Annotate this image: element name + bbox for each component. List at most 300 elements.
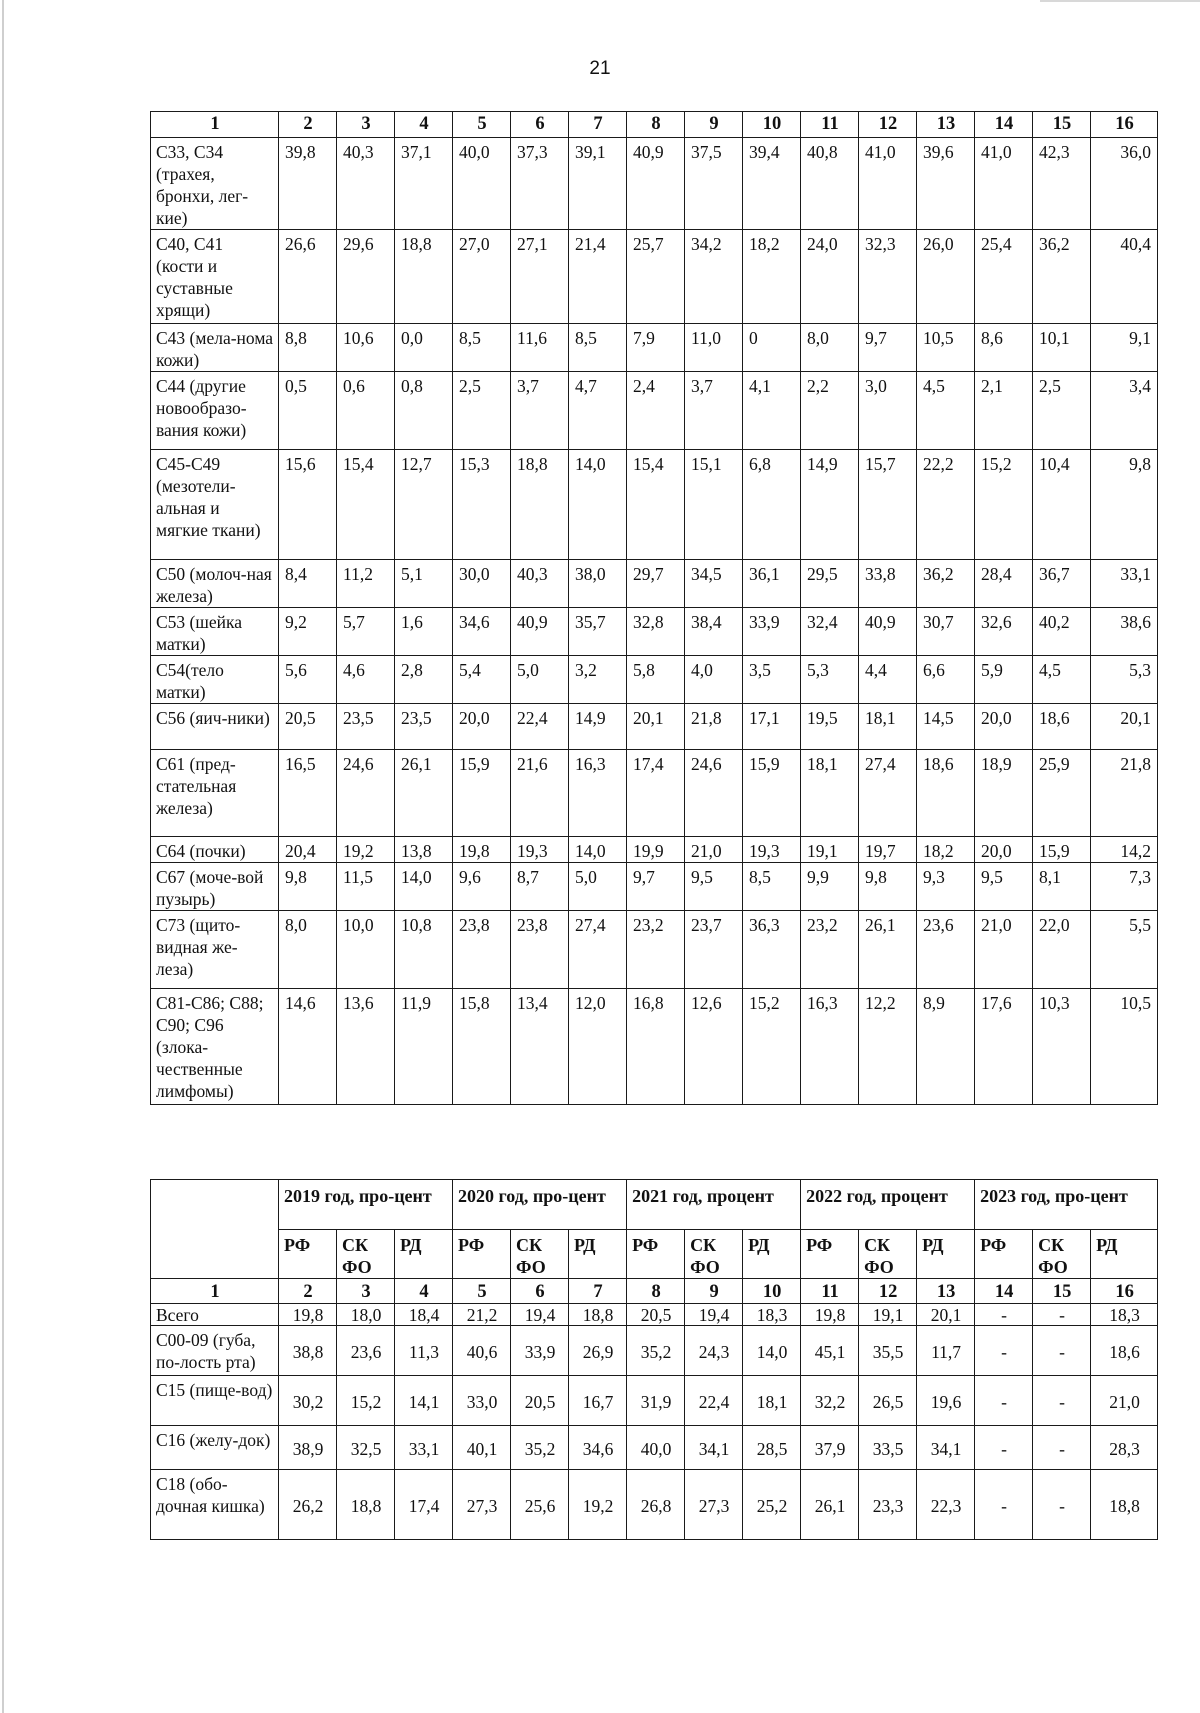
- table-row: [151, 837, 1158, 863]
- value-cell: -: [1033, 1376, 1091, 1426]
- region-header-cell: СК ФО: [1033, 1230, 1091, 1279]
- value-cell: 10,8: [395, 911, 453, 989]
- year-header-cell: 2019 год, про-цент: [279, 1180, 453, 1230]
- value-cell: 23,8: [511, 911, 569, 989]
- column-index-cell: 10: [743, 1279, 801, 1304]
- value-cell: 32,5: [337, 1426, 395, 1470]
- table-row: [151, 750, 1158, 837]
- value-cell: 23,8: [453, 911, 511, 989]
- value-cell: 40,0: [453, 138, 511, 230]
- value-cell: 40,8: [801, 138, 859, 230]
- value-cell: 40,0: [627, 1426, 685, 1470]
- value-cell: 40,6: [453, 1326, 511, 1376]
- row-label-cell: С18 (обо-дочная кишка): [151, 1470, 279, 1540]
- value-cell: 38,4: [685, 608, 743, 656]
- value-cell: 40,2: [1033, 608, 1091, 656]
- value-cell: 20,1: [627, 704, 685, 750]
- value-cell: 7,9: [627, 324, 685, 372]
- value-cell: 34,6: [453, 608, 511, 656]
- region-header-cell: РФ: [975, 1230, 1033, 1279]
- value-cell: 11,6: [511, 324, 569, 372]
- value-cell: 16,5: [279, 750, 337, 837]
- value-cell: 8,5: [453, 324, 511, 372]
- value-cell: 24,6: [337, 750, 395, 837]
- value-cell: 14,0: [569, 837, 627, 863]
- value-cell: 19,2: [569, 1470, 627, 1540]
- column-index-cell: 7: [569, 112, 627, 138]
- row-label-cell: С81-С86; С88; С90; С96 (злока-чественные лимфомы): [151, 989, 279, 1105]
- value-cell: 15,2: [975, 450, 1033, 560]
- value-cell: 29,6: [337, 230, 395, 324]
- value-cell: 35,2: [627, 1326, 685, 1376]
- value-cell: 23,6: [917, 911, 975, 989]
- value-cell: 23,7: [685, 911, 743, 989]
- value-cell: 23,6: [337, 1326, 395, 1376]
- value-cell: 40,9: [859, 608, 917, 656]
- value-cell: 27,4: [569, 911, 627, 989]
- value-cell: 9,7: [859, 324, 917, 372]
- value-cell: 20,0: [975, 704, 1033, 750]
- value-cell: 8,4: [279, 560, 337, 608]
- value-cell: 15,8: [453, 989, 511, 1105]
- value-cell: 18,4: [395, 1304, 453, 1326]
- region-header-cell: СК ФО: [337, 1230, 395, 1279]
- value-cell: 9,9: [801, 863, 859, 911]
- row-label-cell: С67 (моче-вой пузырь): [151, 863, 279, 911]
- value-cell: 20,0: [453, 704, 511, 750]
- value-cell: 26,9: [569, 1326, 627, 1376]
- row-label-cell: С61 (пред-стательная железа): [151, 750, 279, 837]
- year-header-cell: 2022 год, процент: [801, 1180, 975, 1230]
- value-cell: 11,3: [395, 1326, 453, 1376]
- value-cell: 21,8: [1091, 750, 1158, 837]
- value-cell: 11,9: [395, 989, 453, 1105]
- value-cell: 38,6: [1091, 608, 1158, 656]
- row-label-cell: С73 (щито-видная же-леза): [151, 911, 279, 989]
- value-cell: 20,4: [279, 837, 337, 863]
- table-row: [151, 608, 1158, 656]
- value-cell: 8,0: [279, 911, 337, 989]
- value-cell: 27,4: [859, 750, 917, 837]
- value-cell: 15,1: [685, 450, 743, 560]
- value-cell: 4,5: [1033, 656, 1091, 704]
- column-index-cell: 15: [1033, 112, 1091, 138]
- value-cell: 16,7: [569, 1376, 627, 1426]
- value-cell: 39,4: [743, 138, 801, 230]
- value-cell: 34,1: [917, 1426, 975, 1470]
- column-index-cell: 14: [975, 1279, 1033, 1304]
- value-cell: -: [1033, 1304, 1091, 1326]
- column-index-cell: 8: [627, 112, 685, 138]
- scan-edge: [1040, 0, 1200, 2]
- value-cell: 19,7: [859, 837, 917, 863]
- column-index-cell: 9: [685, 1279, 743, 1304]
- value-cell: 17,4: [395, 1470, 453, 1540]
- value-cell: 21,8: [685, 704, 743, 750]
- value-cell: 18,2: [743, 230, 801, 324]
- value-cell: 3,5: [743, 656, 801, 704]
- value-cell: 19,8: [279, 1304, 337, 1326]
- value-cell: 29,7: [627, 560, 685, 608]
- value-cell: 15,4: [337, 450, 395, 560]
- row-label-cell: С64 (почки): [151, 837, 279, 863]
- incidence-table-continued: [150, 111, 1158, 1105]
- value-cell: 37,9: [801, 1426, 859, 1470]
- value-cell: 25,2: [743, 1470, 801, 1540]
- value-cell: 21,0: [975, 911, 1033, 989]
- value-cell: 14,5: [917, 704, 975, 750]
- row-label-cell: С44 (другие новообразо-вания кожи): [151, 372, 279, 450]
- row-label-cell: С54(тело матки): [151, 656, 279, 704]
- value-cell: 30,0: [453, 560, 511, 608]
- value-cell: 22,2: [917, 450, 975, 560]
- value-cell: 18,1: [801, 750, 859, 837]
- value-cell: -: [1033, 1426, 1091, 1470]
- column-index-cell: 16: [1091, 112, 1158, 138]
- value-cell: 6,6: [917, 656, 975, 704]
- value-cell: 12,7: [395, 450, 453, 560]
- value-cell: 32,6: [975, 608, 1033, 656]
- value-cell: 15,9: [743, 750, 801, 837]
- value-cell: 24,0: [801, 230, 859, 324]
- value-cell: 40,9: [627, 138, 685, 230]
- value-cell: 18,2: [917, 837, 975, 863]
- value-cell: 8,1: [1033, 863, 1091, 911]
- table-header-row: [151, 112, 1158, 138]
- value-cell: 21,0: [1091, 1376, 1158, 1426]
- value-cell: 19,2: [337, 837, 395, 863]
- value-cell: 29,5: [801, 560, 859, 608]
- value-cell: 5,8: [627, 656, 685, 704]
- column-index-cell: 14: [975, 112, 1033, 138]
- value-cell: 5,6: [279, 656, 337, 704]
- value-cell: 36,7: [1033, 560, 1091, 608]
- value-cell: 9,5: [685, 863, 743, 911]
- value-cell: 15,6: [279, 450, 337, 560]
- value-cell: -: [975, 1304, 1033, 1326]
- value-cell: 33,1: [395, 1426, 453, 1470]
- value-cell: 15,9: [453, 750, 511, 837]
- table-row: [151, 372, 1158, 450]
- value-cell: 36,2: [917, 560, 975, 608]
- value-cell: -: [975, 1426, 1033, 1470]
- value-cell: 10,5: [1091, 989, 1158, 1105]
- value-cell: 26,5: [859, 1376, 917, 1426]
- value-cell: 0,8: [395, 372, 453, 450]
- page-number: 21: [589, 58, 611, 79]
- row-label-cell: С56 (яич-ники): [151, 704, 279, 750]
- value-cell: 4,5: [917, 372, 975, 450]
- region-header-cell: РД: [917, 1230, 975, 1279]
- value-cell: 37,3: [511, 138, 569, 230]
- column-index-cell: 5: [453, 1279, 511, 1304]
- value-cell: 5,4: [453, 656, 511, 704]
- table-row: [151, 1326, 1158, 1376]
- row-label-cell: С16 (желу-док): [151, 1426, 279, 1470]
- year-header-cell: 2020 год, про-цент: [453, 1180, 627, 1230]
- region-header-cell: РФ: [453, 1230, 511, 1279]
- value-cell: 26,8: [627, 1470, 685, 1540]
- value-cell: 40,3: [511, 560, 569, 608]
- value-cell: 24,3: [685, 1326, 743, 1376]
- value-cell: 39,1: [569, 138, 627, 230]
- column-index-cell: 2: [279, 112, 337, 138]
- value-cell: 33,0: [453, 1376, 511, 1426]
- value-cell: 45,1: [801, 1326, 859, 1376]
- value-cell: 37,1: [395, 138, 453, 230]
- value-cell: 25,4: [975, 230, 1033, 324]
- value-cell: 20,5: [627, 1304, 685, 1326]
- value-cell: 19,8: [453, 837, 511, 863]
- region-header-cell: РФ: [279, 1230, 337, 1279]
- value-cell: 18,3: [1091, 1304, 1158, 1326]
- table-row: [151, 911, 1158, 989]
- value-cell: 40,4: [1091, 230, 1158, 324]
- value-cell: 21,2: [453, 1304, 511, 1326]
- value-cell: 40,9: [511, 608, 569, 656]
- survival-percent-table: [150, 1179, 1158, 1540]
- value-cell: 32,3: [859, 230, 917, 324]
- value-cell: 10,1: [1033, 324, 1091, 372]
- value-cell: 15,2: [743, 989, 801, 1105]
- value-cell: 2,2: [801, 372, 859, 450]
- value-cell: 15,7: [859, 450, 917, 560]
- value-cell: 19,4: [685, 1304, 743, 1326]
- value-cell: 11,5: [337, 863, 395, 911]
- value-cell: 2,5: [453, 372, 511, 450]
- value-cell: 6,8: [743, 450, 801, 560]
- value-cell: 20,1: [1091, 704, 1158, 750]
- value-cell: 28,3: [1091, 1426, 1158, 1470]
- value-cell: -: [975, 1376, 1033, 1426]
- value-cell: 32,4: [801, 608, 859, 656]
- value-cell: 30,2: [279, 1376, 337, 1426]
- value-cell: 19,1: [801, 837, 859, 863]
- value-cell: 9,3: [917, 863, 975, 911]
- value-cell: 10,3: [1033, 989, 1091, 1105]
- value-cell: 4,4: [859, 656, 917, 704]
- value-cell: 24,6: [685, 750, 743, 837]
- value-cell: 11,7: [917, 1326, 975, 1376]
- value-cell: 18,0: [337, 1304, 395, 1326]
- row-label-cell: С33, С34 (трахея, бронхи, лег-кие): [151, 138, 279, 230]
- value-cell: 5,5: [1091, 911, 1158, 989]
- value-cell: 18,8: [337, 1470, 395, 1540]
- value-cell: 21,0: [685, 837, 743, 863]
- value-cell: 5,3: [1091, 656, 1158, 704]
- table-row: [151, 656, 1158, 704]
- value-cell: 38,0: [569, 560, 627, 608]
- column-index-cell: 4: [395, 112, 453, 138]
- column-index-cell: 3: [337, 1279, 395, 1304]
- value-cell: 30,7: [917, 608, 975, 656]
- value-cell: 27,1: [511, 230, 569, 324]
- column-index-cell: 11: [801, 1279, 859, 1304]
- value-cell: -: [975, 1470, 1033, 1540]
- value-cell: 22,4: [685, 1376, 743, 1426]
- value-cell: 2,4: [627, 372, 685, 450]
- value-cell: 34,6: [569, 1426, 627, 1470]
- column-index-cell: 6: [511, 1279, 569, 1304]
- value-cell: 33,8: [859, 560, 917, 608]
- value-cell: 27,3: [453, 1470, 511, 1540]
- value-cell: 18,8: [511, 450, 569, 560]
- value-cell: 23,2: [801, 911, 859, 989]
- value-cell: 26,0: [917, 230, 975, 324]
- value-cell: 36,1: [743, 560, 801, 608]
- table-row: [151, 324, 1158, 372]
- value-cell: 15,3: [453, 450, 511, 560]
- region-header-cell: РФ: [801, 1230, 859, 1279]
- value-cell: 12,6: [685, 989, 743, 1105]
- value-cell: 18,3: [743, 1304, 801, 1326]
- value-cell: 12,0: [569, 989, 627, 1105]
- value-cell: 40,3: [337, 138, 395, 230]
- value-cell: 11,0: [685, 324, 743, 372]
- value-cell: 18,9: [975, 750, 1033, 837]
- value-cell: 14,9: [569, 704, 627, 750]
- column-index-cell: 5: [453, 112, 511, 138]
- value-cell: 26,1: [801, 1470, 859, 1540]
- column-index-cell: 13: [917, 1279, 975, 1304]
- value-cell: 32,8: [627, 608, 685, 656]
- value-cell: 34,5: [685, 560, 743, 608]
- row-label-cell: С00-09 (губа, по-лость рта): [151, 1326, 279, 1376]
- column-index-cell: 13: [917, 112, 975, 138]
- value-cell: 16,3: [569, 750, 627, 837]
- value-cell: 18,6: [1033, 704, 1091, 750]
- value-cell: 8,7: [511, 863, 569, 911]
- value-cell: 19,8: [801, 1304, 859, 1326]
- value-cell: 33,5: [859, 1426, 917, 1470]
- value-cell: 13,6: [337, 989, 395, 1105]
- column-index-cell: 3: [337, 112, 395, 138]
- value-cell: 33,1: [1091, 560, 1158, 608]
- value-cell: 4,7: [569, 372, 627, 450]
- value-cell: 25,7: [627, 230, 685, 324]
- value-cell: 39,8: [279, 138, 337, 230]
- table-row: [151, 704, 1158, 750]
- value-cell: 20,0: [975, 837, 1033, 863]
- value-cell: 23,5: [337, 704, 395, 750]
- value-cell: 5,9: [975, 656, 1033, 704]
- value-cell: 0,5: [279, 372, 337, 450]
- row-label-cell: С45-С49 (мезотели-альная и мягкие ткани): [151, 450, 279, 560]
- value-cell: 14,6: [279, 989, 337, 1105]
- value-cell: 18,8: [395, 230, 453, 324]
- column-index-cell: 12: [859, 1279, 917, 1304]
- row-label-cell: С50 (молоч-ная железа): [151, 560, 279, 608]
- value-cell: 9,7: [627, 863, 685, 911]
- value-cell: 20,5: [511, 1376, 569, 1426]
- row-label-cell: С40, С41 (кости и суставные хрящи): [151, 230, 279, 324]
- value-cell: 5,7: [337, 608, 395, 656]
- value-cell: 19,9: [627, 837, 685, 863]
- value-cell: 17,6: [975, 989, 1033, 1105]
- region-header-cell: СК ФО: [511, 1230, 569, 1279]
- value-cell: 18,8: [569, 1304, 627, 1326]
- value-cell: 7,3: [1091, 863, 1158, 911]
- region-header-cell: СК ФО: [859, 1230, 917, 1279]
- value-cell: 35,5: [859, 1326, 917, 1376]
- column-index-cell: 16: [1091, 1279, 1158, 1304]
- value-cell: 26,1: [859, 911, 917, 989]
- column-index-cell: 15: [1033, 1279, 1091, 1304]
- value-cell: 9,8: [1091, 450, 1158, 560]
- value-cell: 15,9: [1033, 837, 1091, 863]
- value-cell: 4,1: [743, 372, 801, 450]
- value-cell: 13,4: [511, 989, 569, 1105]
- value-cell: 34,2: [685, 230, 743, 324]
- value-cell: 32,2: [801, 1376, 859, 1426]
- value-cell: 8,6: [975, 324, 1033, 372]
- value-cell: 0,6: [337, 372, 395, 450]
- value-cell: 10,5: [917, 324, 975, 372]
- column-index-cell: 9: [685, 112, 743, 138]
- value-cell: 1,6: [395, 608, 453, 656]
- region-header-cell: СК ФО: [685, 1230, 743, 1279]
- table-row: [151, 560, 1158, 608]
- value-cell: 14,2: [1091, 837, 1158, 863]
- value-cell: 14,0: [395, 863, 453, 911]
- column-index-cell: 1: [151, 1279, 279, 1304]
- column-index-cell: 2: [279, 1279, 337, 1304]
- region-header-cell: РД: [1091, 1230, 1158, 1279]
- value-cell: 33,9: [743, 608, 801, 656]
- column-index-cell: 10: [743, 112, 801, 138]
- value-cell: 25,9: [1033, 750, 1091, 837]
- value-cell: 35,2: [511, 1426, 569, 1470]
- value-cell: 14,0: [743, 1326, 801, 1376]
- scan-edge: [2, 0, 4, 1713]
- value-cell: 23,5: [395, 704, 453, 750]
- table-row: [151, 1426, 1158, 1470]
- table-row: [151, 138, 1158, 230]
- value-cell: 36,2: [1033, 230, 1091, 324]
- value-cell: 18,8: [1091, 1470, 1158, 1540]
- value-cell: 27,3: [685, 1470, 743, 1540]
- value-cell: -: [1033, 1326, 1091, 1376]
- value-cell: 26,1: [395, 750, 453, 837]
- value-cell: 21,6: [511, 750, 569, 837]
- value-cell: 8,0: [801, 324, 859, 372]
- value-cell: 15,2: [337, 1376, 395, 1426]
- year-header-row: [151, 1180, 1158, 1230]
- value-cell: 41,0: [859, 138, 917, 230]
- value-cell: 19,4: [511, 1304, 569, 1326]
- value-cell: 19,5: [801, 704, 859, 750]
- value-cell: 14,0: [569, 450, 627, 560]
- value-cell: 8,5: [569, 324, 627, 372]
- year-header-cell: 2021 год, процент: [627, 1180, 801, 1230]
- value-cell: 3,7: [511, 372, 569, 450]
- value-cell: 9,8: [859, 863, 917, 911]
- value-cell: 37,5: [685, 138, 743, 230]
- table-row: [151, 1376, 1158, 1426]
- region-header-row: [151, 1230, 1158, 1279]
- table-row: [151, 1304, 1158, 1326]
- value-cell: 8,8: [279, 324, 337, 372]
- value-cell: 0,0: [395, 324, 453, 372]
- value-cell: 14,1: [395, 1376, 453, 1426]
- value-cell: 25,6: [511, 1470, 569, 1540]
- value-cell: -: [975, 1326, 1033, 1376]
- value-cell: 2,8: [395, 656, 453, 704]
- table-row: [151, 989, 1158, 1105]
- value-cell: 19,1: [859, 1304, 917, 1326]
- value-cell: 34,1: [685, 1426, 743, 1470]
- value-cell: 27,0: [453, 230, 511, 324]
